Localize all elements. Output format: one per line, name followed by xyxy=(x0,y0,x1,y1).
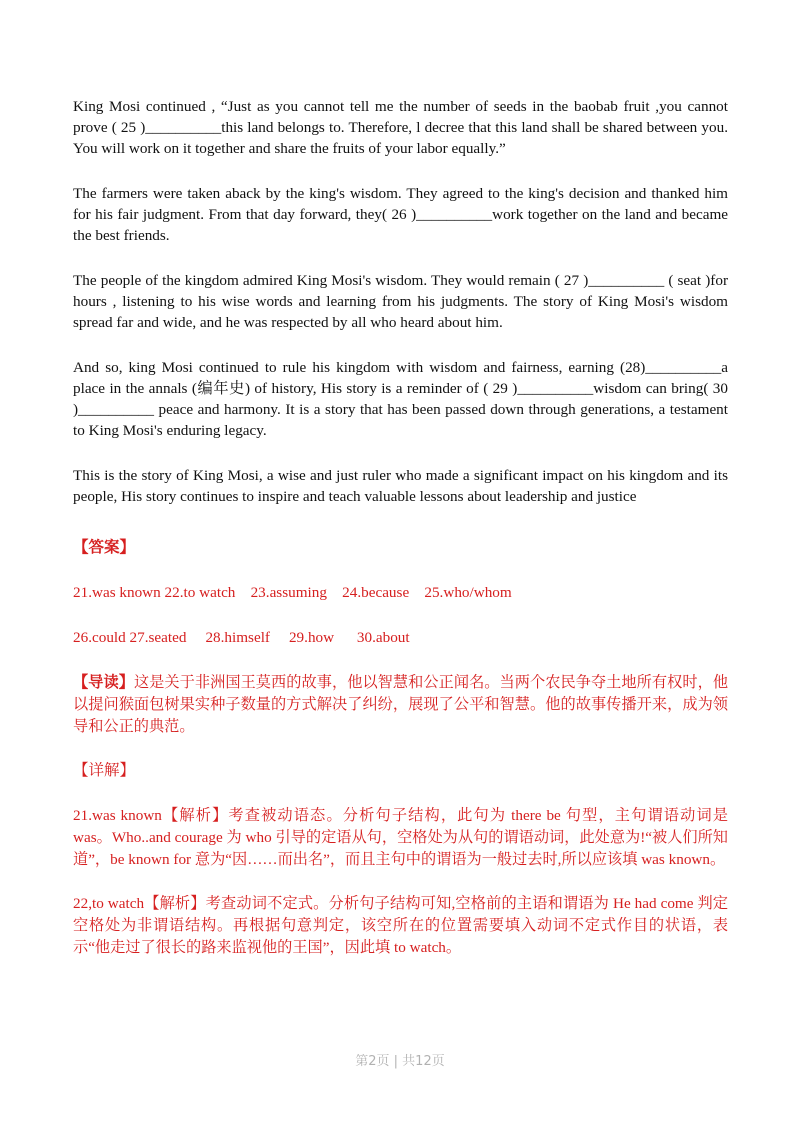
passage-paragraph-5: This is the story of King Mosi, a wise and just ruler who made a significant impact on his kingdom and its people, His story continues to inspire and teach valuable lessons about leadership and justice xyxy=(73,467,728,505)
answers-row-2: 26.could 27.seated 28.himself 29.how 30.about xyxy=(73,629,410,646)
detail-21: 21.was known【解析】考查被动语态。分析句子结构，此句为 there be 句型，主句谓语动词是 was。Who..and courage 为 who 引导的定语从句，空格处为从句的谓语动词，此处意为!“被人们所知道”，be known for 意为“因……而出名”，而且主句中的谓语为一般过去时,所以应该填 was known。 xyxy=(73,807,728,868)
passage-paragraph-1: King Mosi continued , “Just as you cannot tell me the number of seeds in the baobab fruit ,you cannot prove ( 25 )__________this land belongs to. Therefore, l decree that this land shall be shared between you. You will work on it together and share the fruits of your labor equally.” xyxy=(73,98,728,157)
passage-paragraph-2: The farmers were taken aback by the king's wisdom. They agreed to the king's decision and thanked him for his fair judgment. From that day forward, they( 26 )__________work together on the land and became the best friends. xyxy=(73,185,728,244)
detail-22: 22,to watch【解析】考查动词不定式。分析句子结构可知,空格前的主语和谓语为 He had come 判定空格处为非谓语结构。再根据句意判定，该空所在的位置需要填入动词不定式作目的状语，表示“他走过了很长的路来监视他的王国”，因此填 to watch。 xyxy=(73,895,728,956)
guide-text: 这是关于非洲国王莫西的故事，他以智慧和公正闻名。当两个农民争夺土地所有权时，他以提问猴面包树果实种子数量的方式解决了纠纷，展现了公平和智慧。他的故事传播开来，成为领导和公正的典范。 xyxy=(73,674,729,735)
passage-paragraph-3: The people of the kingdom admired King Mosi's wisdom. They would remain ( 27 )__________ ( seat )for hours , listening to his wise words and learning from his judgments. The story of King Mosi's wisdom spread far and wide, and he was respected by all who heard about him. xyxy=(73,272,728,331)
detail-heading: 【详解】 xyxy=(73,762,136,779)
guide-paragraph xyxy=(73,672,728,738)
document-page xyxy=(73,96,728,981)
answer-heading: 【答案】 xyxy=(73,539,136,556)
guide-label: 【导读】 xyxy=(73,674,134,691)
page-footer: 第2页 | 共12页 xyxy=(355,1054,445,1069)
passage-paragraph-4: And so, king Mosi continued to rule his kingdom with wisdom and fairness, earning (28)__________a place in the annals (编年史) of history, His story is a reminder of ( 29 )__________wisdom can bring( 30 )__________ peace and harmony. It is a story that has been passed down through generations, a testament to King Mosi's enduring legacy. xyxy=(73,359,728,439)
answers-row-1: 21.was known 22.to watch 23.assuming 24.because 25.who/whom xyxy=(73,584,512,601)
